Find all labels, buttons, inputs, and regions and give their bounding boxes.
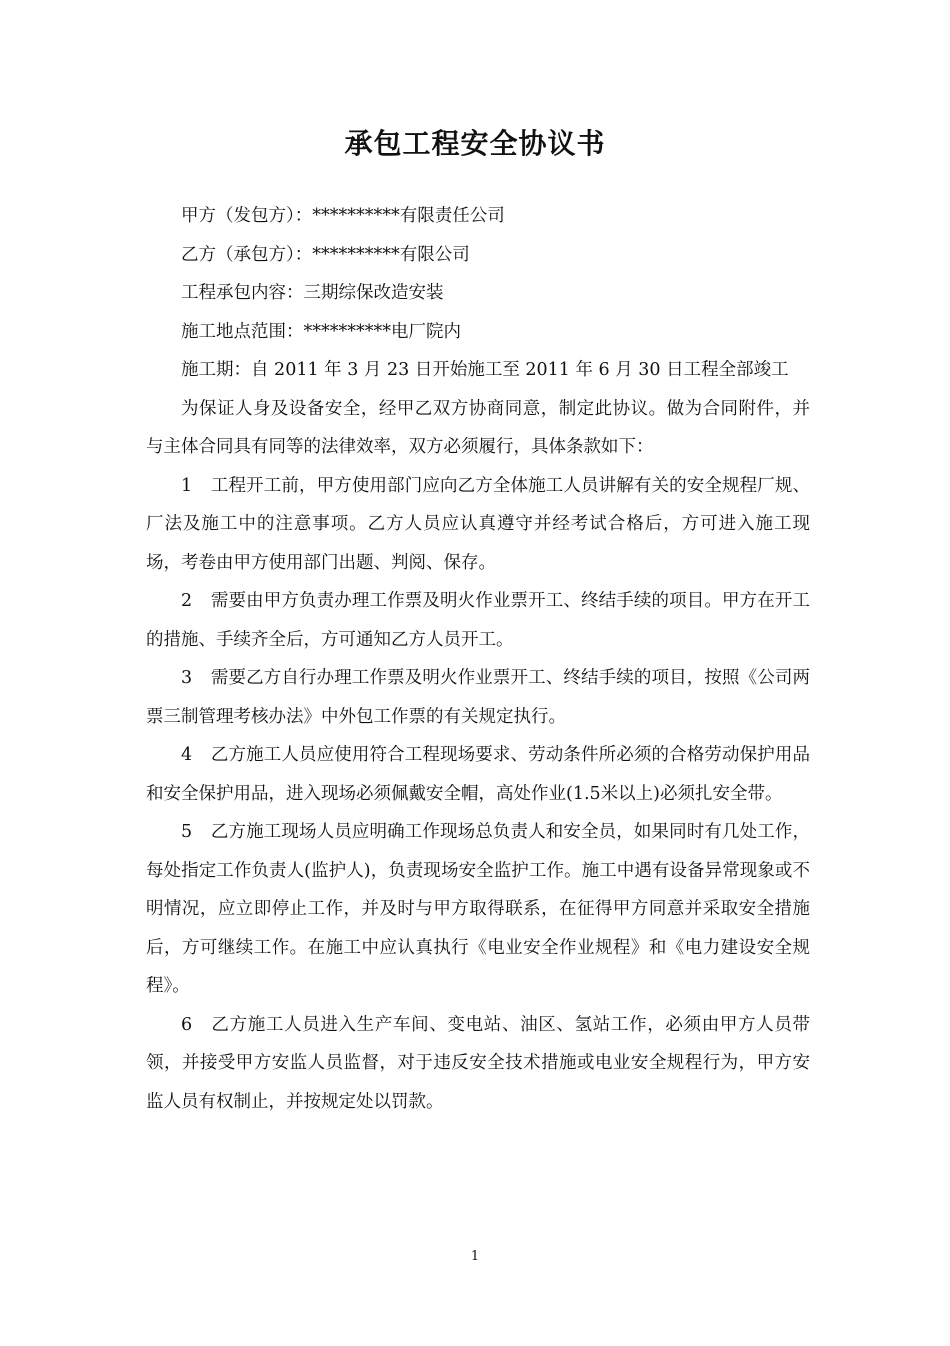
clause-number: 4 xyxy=(181,745,193,765)
document-body xyxy=(146,197,810,1121)
clause-text: 乙方施工人员进入生产车间、变电站、油区、氢站工作，必须由甲方人员带领，并接受甲方安监人员监督，对于违反安全技术措施或电业安全规程行为，甲方安监人员有权制止，并按规定处以罚款。 xyxy=(146,1014,810,1112)
construction-location-line: 施工地点范围：**********电厂院内 xyxy=(181,321,461,342)
intro-paragraph: 为保证人身及设备安全，经甲乙双方协商同意，制定此协议。做为合同附件，并与主体合同具有同等的法律效率，双方必须履行，具体条款如下： xyxy=(146,398,810,457)
clause-number: 5 xyxy=(181,822,193,842)
clause-number: 2 xyxy=(181,591,193,611)
project-content-line: 工程承包内容：三期综保改造安装 xyxy=(181,283,444,303)
clause-text: 工程开工前，甲方使用部门应向乙方全体施工人员讲解有关的安全规程厂规、厂法及施工中的注意事项。乙方人员应认真遵守并经考试合格后，方可进入施工现场，考卷由甲方使用部门出题、判阅、保存。 xyxy=(146,475,810,573)
construction-period-line: 施工期：自 2011 年 3 月 23 日开始施工至 2011 年 6 月 30 日工程全部竣工 xyxy=(181,360,789,380)
clause-5 xyxy=(146,813,810,1006)
clause-4 xyxy=(146,736,810,813)
clause-text: 需要乙方自行办理工作票及明火作业票开工、终结手续的项目，按照《公司两票三制管理考核办法》中外包工作票的有关规定执行。 xyxy=(146,668,810,727)
clause-number: 6 xyxy=(181,1014,193,1035)
party-b-line: 乙方（承包方）：**********有限公司 xyxy=(181,244,470,265)
document-title: 承包工程安全协议书 xyxy=(344,127,606,160)
page-number: 1 xyxy=(470,1249,480,1264)
clause-text: 乙方施工人员应使用符合工程现场要求、劳动条件所必须的合格劳动保护用品和安全保护用品，进入现场必须佩戴安全帽，高处作业(1.5米以上)必须扎安全带。 xyxy=(146,745,810,804)
clause-number: 3 xyxy=(181,668,193,688)
clause-number: 1 xyxy=(181,475,193,496)
party-a-line: 甲方（发包方）：**********有限责任公司 xyxy=(181,206,505,226)
clause-text: 需要由甲方负责办理工作票及明火作业票开工、终结手续的项目。甲方在开工的措施、手续齐全后，方可通知乙方人员开工。 xyxy=(146,591,810,650)
clause-text: 乙方施工现场人员应明确工作现场总负责人和安全员，如果同时有几处工作，每处指定工作负责人(监护人)，负责现场安全监护工作。施工中遇有设备异常现象或不明情况，应立即停止工作，并及时与甲方取得联系，在征得甲方同意并采取安全措施后，方可继续工作。在施工中应认真执行《电业安全作业规程》和《电力建设安全规程》。 xyxy=(146,822,810,996)
clause-1 xyxy=(146,467,810,583)
clause-3 xyxy=(146,659,810,736)
clause-6 xyxy=(146,1006,810,1122)
clause-2 xyxy=(146,582,810,659)
